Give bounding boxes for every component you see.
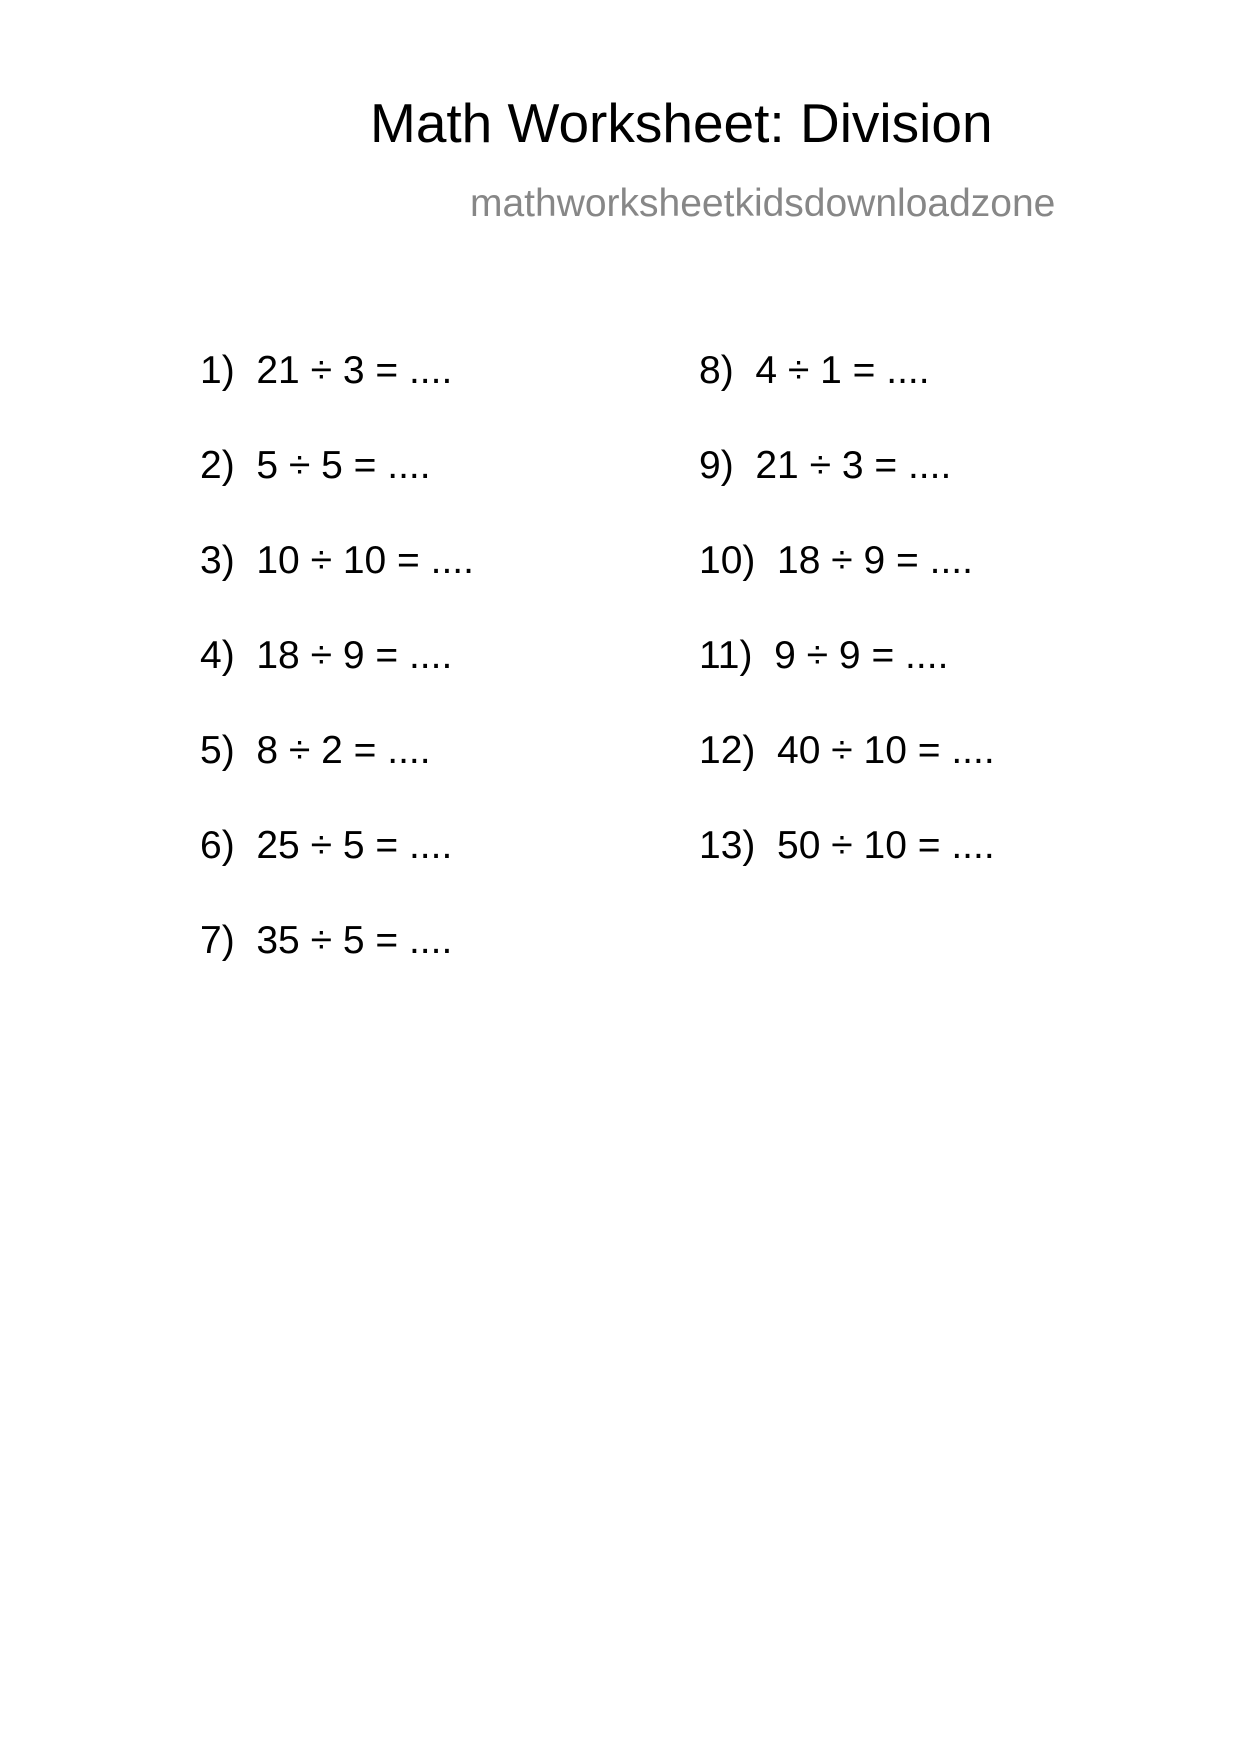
problem-8 [699, 351, 995, 446]
page-title: Math Worksheet: Division [370, 92, 993, 154]
problem-5 [200, 731, 474, 826]
problem-number: 2) [200, 444, 257, 487]
problem-2 [200, 446, 474, 541]
problem-number: 8) [699, 349, 756, 392]
problem-7 [200, 921, 474, 1016]
problem-expression: 40 ÷ 10 = .... [777, 729, 995, 772]
problem-number: 10) [699, 539, 778, 582]
problem-12 [699, 731, 995, 826]
problem-number: 6) [200, 824, 257, 867]
problem-expression: 4 ÷ 1 = .... [755, 349, 930, 392]
problem-expression: 21 ÷ 3 = .... [256, 349, 453, 392]
problem-expression: 18 ÷ 9 = .... [777, 539, 973, 582]
problem-1 [200, 351, 474, 446]
problem-expression: 21 ÷ 3 = .... [755, 444, 952, 487]
problem-number: 11) [699, 634, 775, 677]
problem-number: 7) [200, 919, 257, 962]
problem-expression: 18 ÷ 9 = .... [256, 634, 453, 677]
problem-expression: 9 ÷ 9 = .... [774, 634, 949, 677]
problem-4 [200, 636, 474, 731]
problem-expression: 10 ÷ 10 = .... [256, 539, 474, 582]
problem-expression: 5 ÷ 5 = .... [256, 444, 431, 487]
problem-number: 4) [200, 634, 257, 677]
page-subtitle: mathworksheetkidsdownloadzone [470, 182, 1056, 225]
problem-13 [699, 826, 995, 921]
problem-number: 3) [200, 539, 257, 582]
problem-number: 1) [200, 349, 257, 392]
problem-number: 5) [200, 729, 257, 772]
problems-column-right [699, 351, 995, 921]
problem-number: 9) [699, 444, 756, 487]
problem-expression: 8 ÷ 2 = .... [256, 729, 431, 772]
problem-9 [699, 446, 995, 541]
problems-column-left [200, 351, 474, 1016]
problem-expression: 50 ÷ 10 = .... [777, 824, 995, 867]
problem-10 [699, 541, 995, 636]
problem-number: 12) [699, 729, 778, 772]
problem-expression: 25 ÷ 5 = .... [256, 824, 453, 867]
problem-expression: 35 ÷ 5 = .... [256, 919, 453, 962]
problem-3 [200, 541, 474, 636]
problem-11 [699, 636, 995, 731]
problem-number: 13) [699, 824, 778, 867]
problem-6 [200, 826, 474, 921]
